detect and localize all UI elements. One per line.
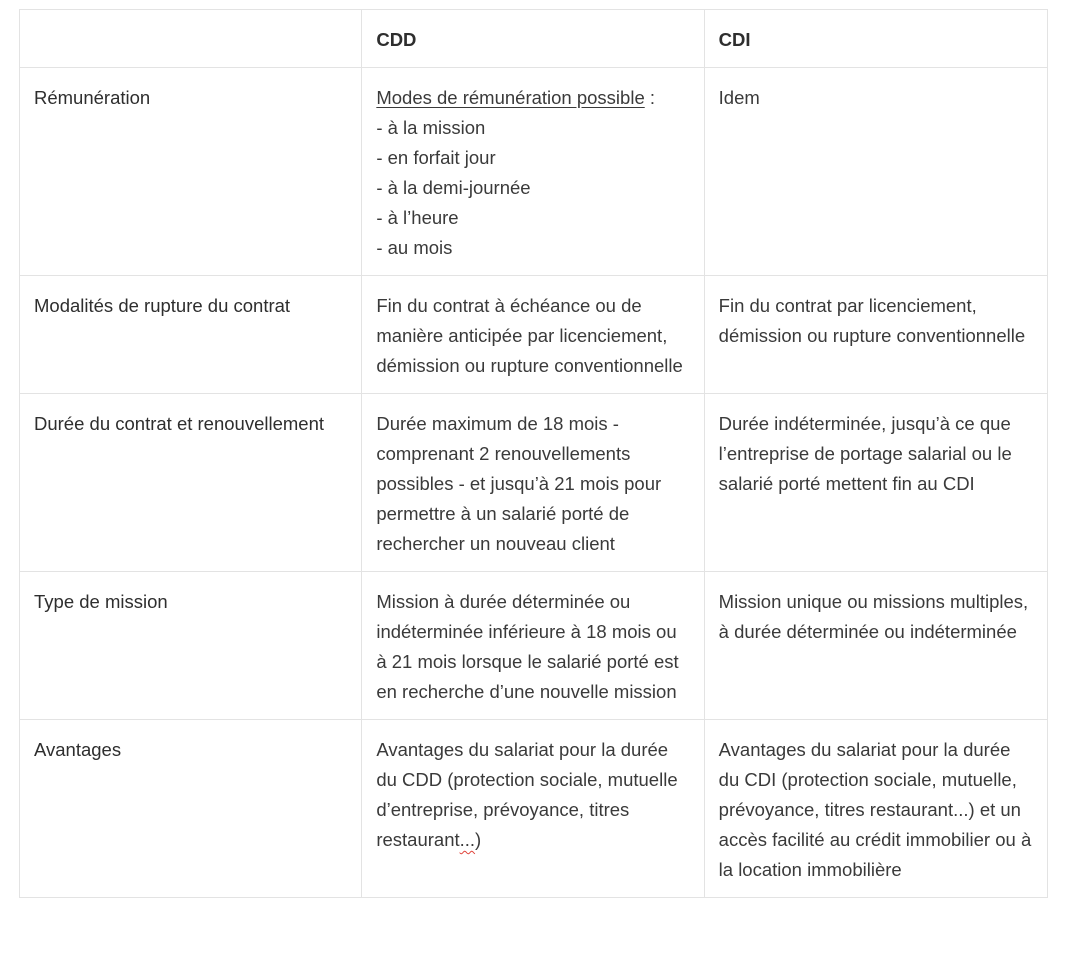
list-item: - au mois (376, 237, 453, 258)
row-label: Durée du contrat et renouvellement (20, 394, 362, 572)
cdd-intro-suffix: : (644, 87, 656, 108)
list-item: - à la mission (376, 117, 486, 138)
table-row-type-mission (20, 572, 1048, 720)
spellcheck-mark: ... (459, 829, 476, 850)
cdi-cell: Avantages du salariat pour la durée du CDI (protection sociale, mutuelle, prévoyance, titres restaurant...) et un accès facilité au crédit immobilier ou à la location immobilière (704, 720, 1047, 898)
cdi-cell: Mission unique ou missions multiples, à durée déterminée ou indéterminée (704, 572, 1047, 720)
row-label: Modalités de rupture du contrat (20, 276, 362, 394)
cdd-cell (362, 720, 704, 898)
header-cell-cdi: CDI (704, 10, 1047, 68)
cdd-intro-line (376, 83, 689, 113)
list-item: - à l’heure (376, 207, 459, 228)
cdd-cell (362, 68, 704, 276)
cdd-text-end: ) (475, 829, 482, 850)
table-row-remuneration (20, 68, 1048, 276)
cdd-text: Avantages du salariat pour la durée du CDD (protection sociale, mutuelle d’entreprise, prévoyance, titres restaurant (376, 739, 678, 850)
list-item: - à la demi-journée (376, 177, 531, 198)
table-row-avantages (20, 720, 1048, 898)
cdd-cell: Fin du contrat à échéance ou de manière anticipée par licenciement, démission ou rupture conventionnelle (362, 276, 704, 394)
row-label: Avantages (20, 720, 362, 898)
cdd-intro: Modes de rémunération possible (376, 87, 645, 108)
table-row-duree (20, 394, 1048, 572)
cdi-cell: Fin du contrat par licenciement, démission ou rupture conventionnelle (704, 276, 1047, 394)
row-label: Rémunération (20, 68, 362, 276)
cdi-cell: Idem (704, 68, 1047, 276)
list-item: - en forfait jour (376, 147, 496, 168)
header-cell-cdd: CDD (362, 10, 704, 68)
row-label: Type de mission (20, 572, 362, 720)
cdd-cell: Durée maximum de 18 mois - comprenant 2 renouvellements possibles - et jusqu’à 21 mois pour permettre à un salarié porté de rechercher un nouveau client (362, 394, 704, 572)
table-row-rupture (20, 276, 1048, 394)
cdd-cell: Mission à durée déterminée ou indéterminée inférieure à 18 mois ou à 21 mois lorsque le salarié porté est en recherche d’une nouvelle mission (362, 572, 704, 720)
cdi-cell: Durée indéterminée, jusqu’à ce que l’entreprise de portage salarial ou le salarié porté mettent fin au CDI (704, 394, 1047, 572)
header-cell-empty (20, 10, 362, 68)
table-header-row (20, 10, 1048, 68)
comparison-table (19, 9, 1048, 898)
